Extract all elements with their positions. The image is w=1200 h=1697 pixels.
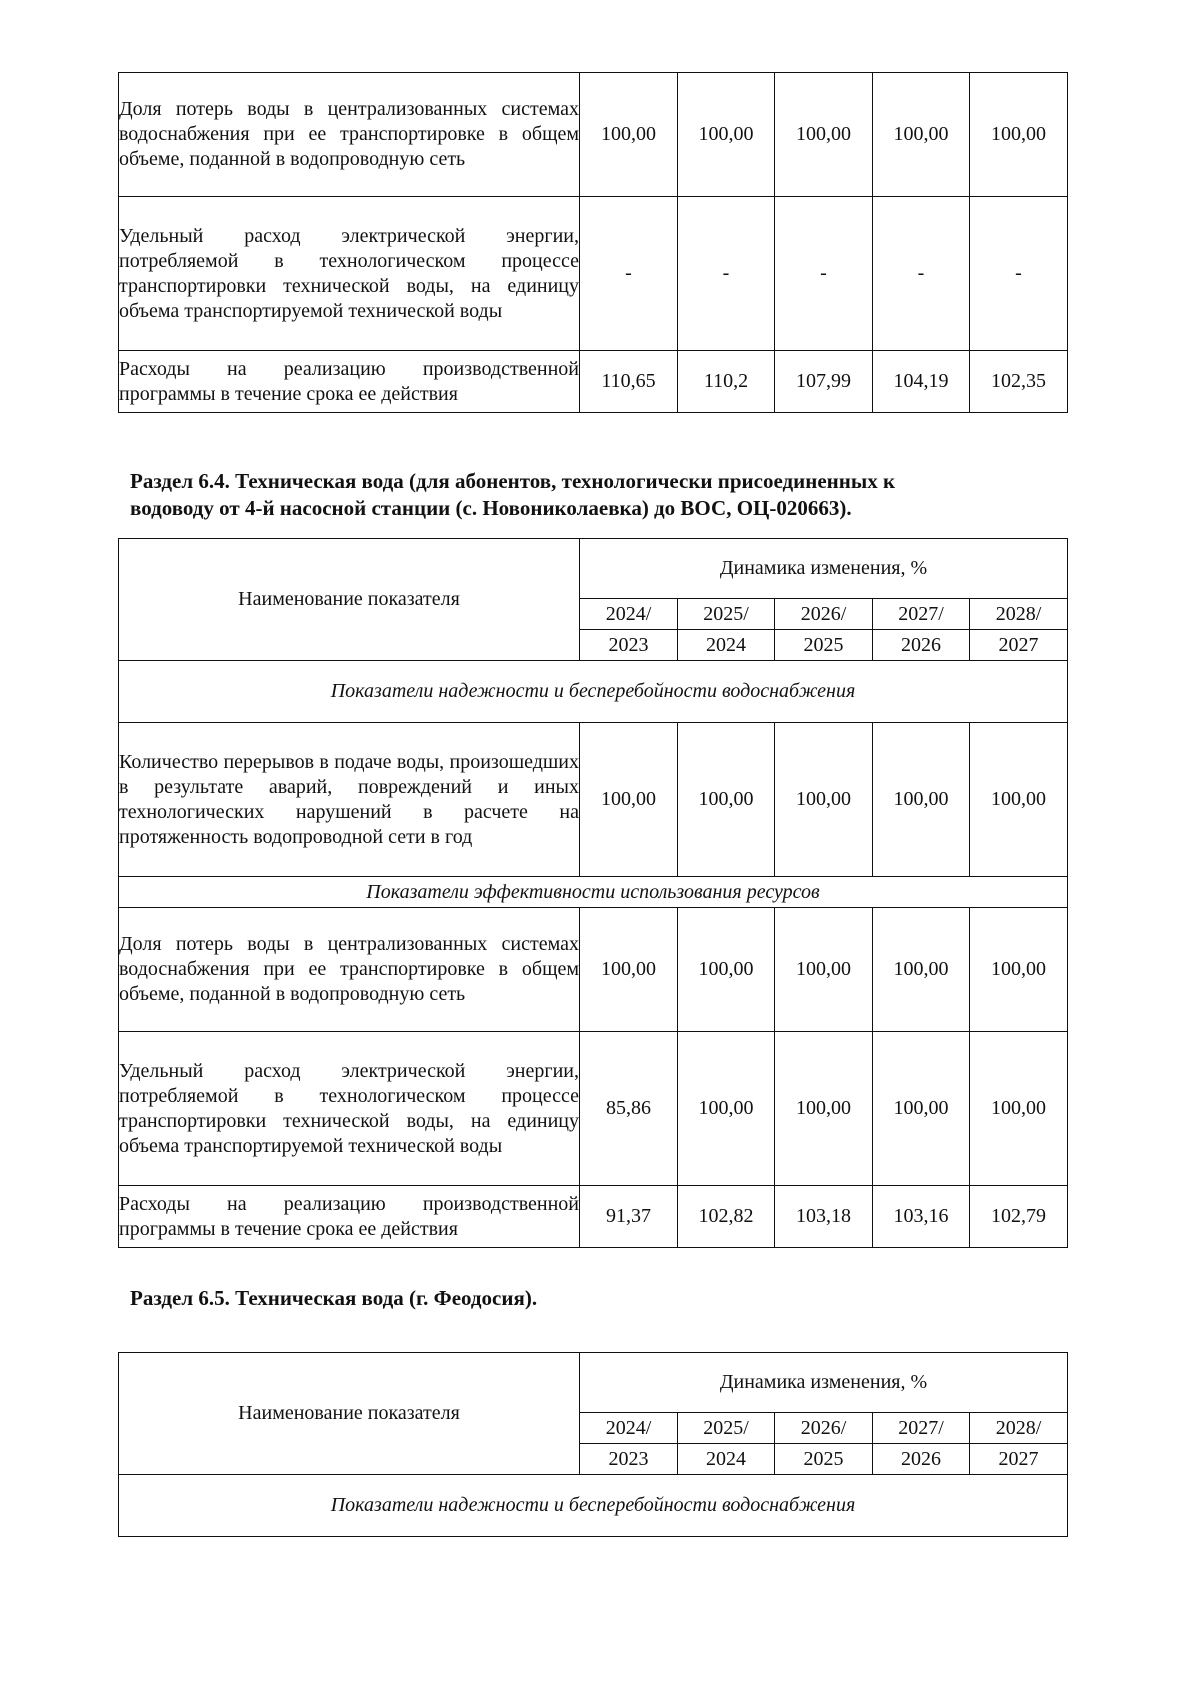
table-row	[119, 908, 1068, 1032]
value-cell: 102,35	[970, 351, 1068, 413]
year-header: 2025	[775, 1444, 873, 1475]
column-header-name: Наименование показателя	[119, 1353, 580, 1475]
value-cell: 100,00	[775, 1032, 873, 1186]
value-cell: 100,00	[775, 73, 873, 197]
value-cell: 100,00	[873, 73, 970, 197]
category-row	[119, 661, 1068, 723]
year-header: 2028/	[970, 599, 1068, 630]
value-cell: 100,00	[678, 73, 775, 197]
category-label: Показатели эффективности использования ресурсов	[119, 877, 1068, 908]
section-heading-line: водоводу от 4-й насосной станции (с. Новониколаевка) до ВОС, ОЦ-020663).	[130, 496, 852, 520]
table-row	[119, 73, 1068, 197]
indicator-name: Доля потерь воды в централизованных системах водоснабжения при ее транспортировке в общем объеме, поданной в водопроводную сеть	[119, 73, 580, 197]
year-header: 2024/	[580, 599, 678, 630]
value-cell: 102,79	[970, 1186, 1068, 1248]
value-cell: 100,00	[970, 1032, 1068, 1186]
year-header: 2028/	[970, 1413, 1068, 1444]
year-header: 2027/	[873, 1413, 970, 1444]
column-header-name: Наименование показателя	[119, 539, 580, 661]
indicator-name: Расходы на реализацию производственной программы в течение срока ее действия	[119, 351, 580, 413]
value-cell: 91,37	[580, 1186, 678, 1248]
value-cell: 110,2	[678, 351, 775, 413]
value-cell: 100,00	[678, 908, 775, 1032]
indicator-name: Количество перерывов в подаче воды, произошедших в результате аварий, повреждений и иных технологических нарушений в расчете на протяженность водопроводной сети в год	[119, 723, 580, 877]
table-row	[119, 197, 1068, 351]
indicator-name: Доля потерь воды в централизованных системах водоснабжения при ее транспортировке в общем объеме, поданной в водопроводную сеть	[119, 908, 580, 1032]
value-cell: 100,00	[873, 908, 970, 1032]
value-cell: 103,18	[775, 1186, 873, 1248]
value-cell: -	[580, 197, 678, 351]
value-cell: 85,86	[580, 1032, 678, 1186]
value-cell: -	[873, 197, 970, 351]
value-cell: -	[970, 197, 1068, 351]
value-cell: 100,00	[970, 73, 1068, 197]
column-header-dynamics: Динамика изменения, %	[580, 539, 1068, 599]
year-header: 2027/	[873, 599, 970, 630]
table-section-6-4	[118, 538, 1068, 1248]
value-cell: 100,00	[580, 723, 678, 877]
value-cell: -	[775, 197, 873, 351]
year-header: 2027	[970, 630, 1068, 661]
section-heading-line: Раздел 6.4. Техническая вода (для абонентов, технологически присоединенных к	[130, 469, 896, 493]
column-header-dynamics: Динамика изменения, %	[580, 1353, 1068, 1413]
year-header: 2026/	[775, 599, 873, 630]
category-label: Показатели надежности и бесперебойности водоснабжения	[119, 1475, 1068, 1537]
value-cell: 100,00	[678, 723, 775, 877]
value-cell: -	[678, 197, 775, 351]
year-header: 2025/	[678, 1413, 775, 1444]
table-section-6-5	[118, 1352, 1068, 1537]
category-label: Показатели надежности и бесперебойности водоснабжения	[119, 661, 1068, 723]
value-cell: 107,99	[775, 351, 873, 413]
year-header: 2023	[580, 630, 678, 661]
year-header: 2025/	[678, 599, 775, 630]
indicator-name: Расходы на реализацию производственной программы в течение срока ее действия	[119, 1186, 580, 1248]
year-header: 2026	[873, 630, 970, 661]
table-row	[119, 1032, 1068, 1186]
year-header: 2027	[970, 1444, 1068, 1475]
value-cell: 100,00	[873, 723, 970, 877]
year-header: 2024/	[580, 1413, 678, 1444]
header-row	[119, 539, 1068, 599]
table-row	[119, 723, 1068, 877]
year-header: 2025	[775, 630, 873, 661]
table-row	[119, 1186, 1068, 1248]
year-header: 2024	[678, 630, 775, 661]
section-heading-6-5	[130, 1285, 1070, 1312]
indicator-name: Удельный расход электрической энергии, потребляемой в технологическом процессе транспортировки технической воды, на единицу объема транспортируемой технической воды	[119, 1032, 580, 1186]
category-row	[119, 877, 1068, 908]
value-cell: 100,00	[970, 908, 1068, 1032]
table-continuation	[118, 72, 1068, 413]
year-header: 2024	[678, 1444, 775, 1475]
value-cell: 100,00	[775, 723, 873, 877]
value-cell: 100,00	[678, 1032, 775, 1186]
value-cell: 110,65	[580, 351, 678, 413]
year-header: 2026/	[775, 1413, 873, 1444]
year-header: 2023	[580, 1444, 678, 1475]
value-cell: 100,00	[580, 908, 678, 1032]
value-cell: 104,19	[873, 351, 970, 413]
indicator-name: Удельный расход электрической энергии, потребляемой в технологическом процессе транспортировки технической воды, на единицу объема транспортируемой технической воды	[119, 197, 580, 351]
year-header: 2026	[873, 1444, 970, 1475]
value-cell: 100,00	[873, 1032, 970, 1186]
value-cell: 100,00	[580, 73, 678, 197]
header-row	[119, 1353, 1068, 1413]
value-cell: 100,00	[775, 908, 873, 1032]
section-heading-line: Раздел 6.5. Техническая вода (г. Феодосия).	[130, 1286, 538, 1310]
table-row	[119, 351, 1068, 413]
category-row	[119, 1475, 1068, 1537]
section-heading-6-4	[130, 468, 1070, 522]
value-cell: 103,16	[873, 1186, 970, 1248]
value-cell: 102,82	[678, 1186, 775, 1248]
value-cell: 100,00	[970, 723, 1068, 877]
